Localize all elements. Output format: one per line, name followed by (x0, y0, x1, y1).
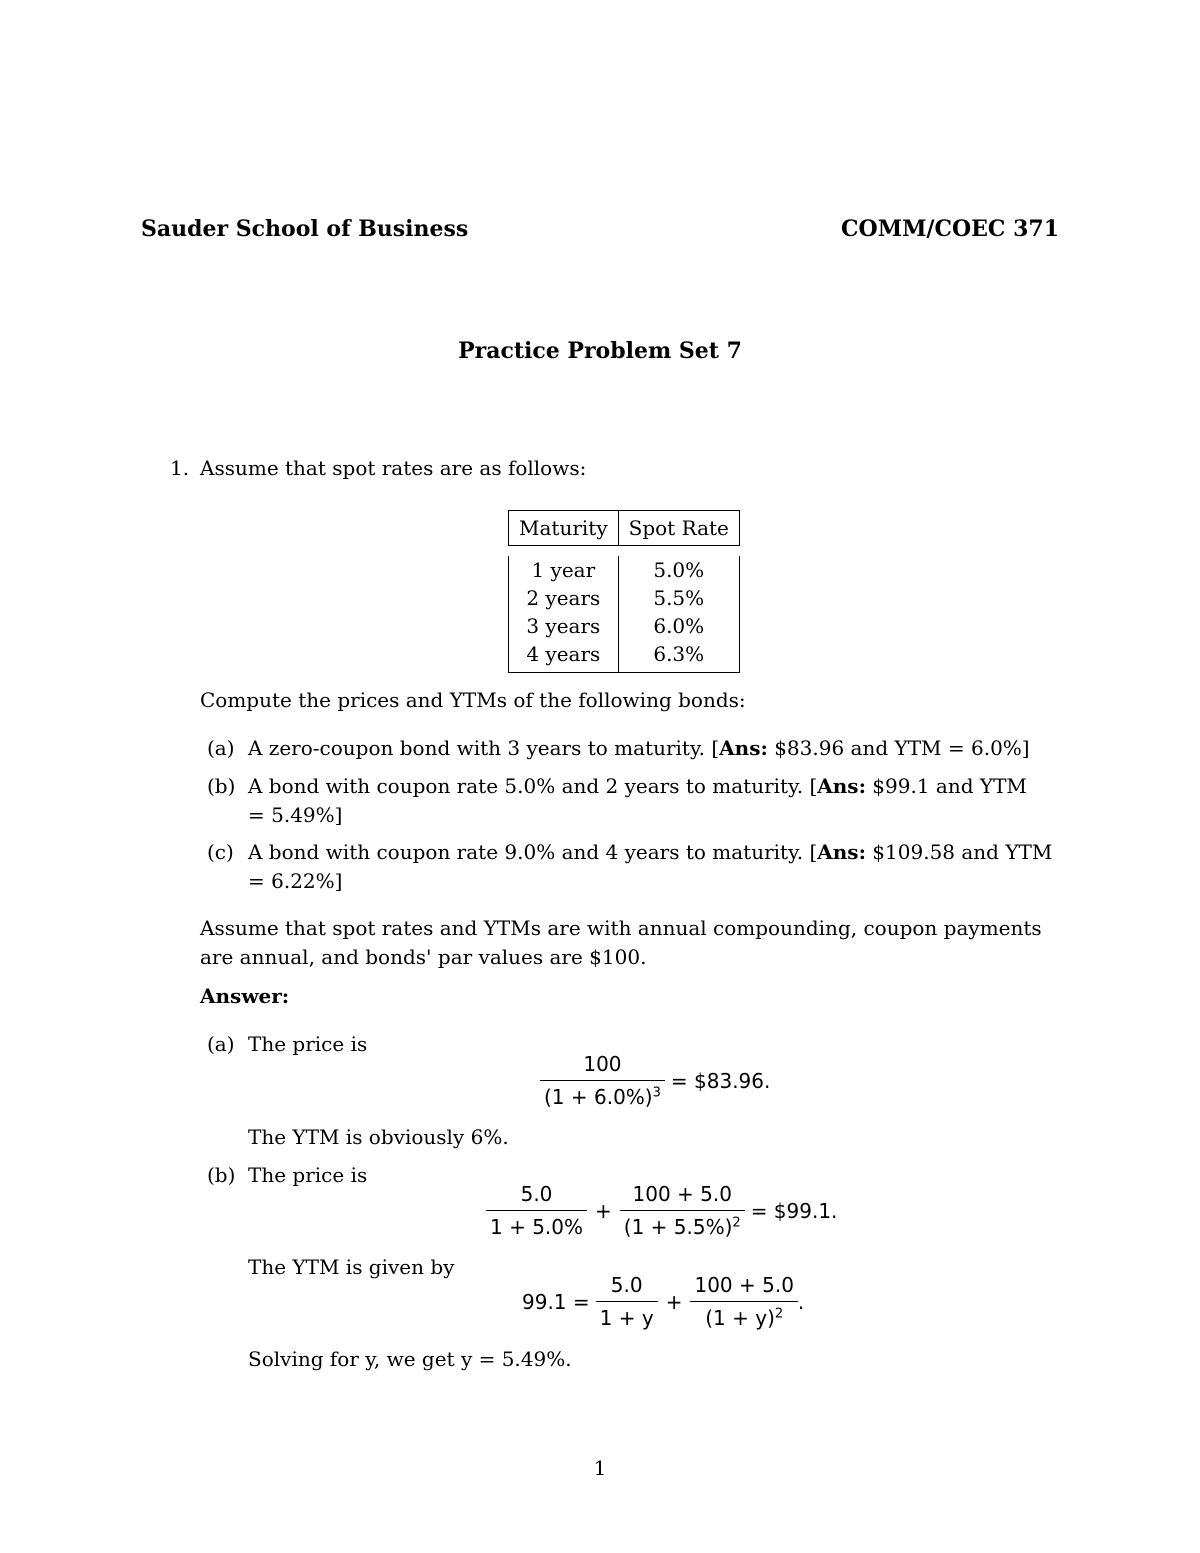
table-row (509, 612, 740, 640)
part-c-continuation: = 6.22%] (248, 869, 343, 893)
table-cell-rate: 6.3% (618, 640, 739, 673)
part-b-answer: $99.1 and YTM (865, 774, 1027, 798)
price-fraction (540, 1052, 665, 1109)
fraction-denominator (620, 1211, 745, 1239)
answer-b-result: = $99.1. (750, 1198, 838, 1223)
answer-a-result: = $83.96. (670, 1068, 771, 1093)
principal-fraction (620, 1182, 745, 1239)
denominator-base: (1 + 5.5%) (623, 1215, 733, 1239)
answer-a-label: (a) (207, 1032, 235, 1056)
equation-lhs: 99.1 = (522, 1289, 590, 1314)
part-c-label: (c) (207, 840, 234, 864)
fraction-numerator: 100 + 5.0 (620, 1182, 745, 1211)
denominator-base: (1 + 6.0%) (544, 1085, 653, 1109)
fraction-denominator (540, 1081, 665, 1109)
plus-sign: + (595, 1198, 612, 1223)
ytm-principal-fraction (690, 1273, 797, 1330)
part-a-label: (a) (207, 736, 235, 760)
exponent: 2 (732, 1215, 741, 1231)
fraction-numerator: 5.0 (486, 1182, 587, 1211)
page-number: 1 (593, 1456, 607, 1480)
answer-a-ytm: The YTM is obviously 6%. (248, 1125, 509, 1149)
table-cell-rate: 5.0% (618, 556, 739, 584)
answer-a-equation (540, 1052, 778, 1109)
fraction-numerator: 100 + 5.0 (690, 1273, 797, 1302)
course-code: COMM/COEC 371 (841, 216, 1059, 242)
table-cell-maturity: 4 years (509, 640, 619, 673)
part-b-continuation: = 5.49%] (248, 803, 343, 827)
compute-instruction: Compute the prices and YTMs of the following bonds: (200, 688, 746, 712)
fraction-numerator: 100 (540, 1052, 665, 1081)
part-c-text (248, 838, 1052, 866)
part-a-answer: $83.96 and YTM = 6.0%] (767, 736, 1030, 760)
table-cell-rate: 6.0% (618, 612, 739, 640)
part-a-question: A zero-coupon bond with 3 years to maturity. [ (248, 736, 720, 760)
assumption-line-2: are annual, and bonds' par values are $100. (200, 945, 647, 969)
answer-heading: Answer: (200, 984, 290, 1008)
answer-b-ytm-lead: The YTM is given by (248, 1255, 455, 1279)
assumption-line-1: Assume that spot rates and YTMs are with annual compounding, coupon payments (200, 916, 1042, 940)
table-cell-maturity: 3 years (509, 612, 619, 640)
fraction-denominator: 1 + y (599, 1306, 654, 1330)
table-cell-maturity: 1 year (509, 556, 619, 584)
denominator-base: (1 + y) (705, 1306, 775, 1330)
part-b-question: A bond with coupon rate 5.0% and 2 years to maturity. [ (248, 774, 818, 798)
problem-number: 1. (170, 456, 190, 480)
table-row (509, 640, 740, 673)
fraction-denominator (690, 1302, 797, 1330)
part-c-answer: $109.58 and YTM (865, 840, 1053, 864)
answer-b-label: (b) (207, 1163, 236, 1187)
table-cell-maturity: 2 years (509, 584, 619, 612)
part-b-ans-label: Ans: (817, 774, 866, 798)
answer-b-lead: The price is (248, 1163, 368, 1187)
table-header-maturity: Maturity (509, 511, 619, 546)
fraction-denominator: 1 + 5.0% (490, 1215, 584, 1239)
part-b-label: (b) (207, 774, 236, 798)
exponent: 3 (652, 1085, 661, 1101)
part-a-ans-label: Ans: (719, 736, 768, 760)
plus-sign: + (665, 1289, 683, 1314)
equation-period: . (797, 1289, 805, 1314)
answer-b-price-equation (486, 1182, 845, 1239)
answer-a-lead: The price is (248, 1032, 368, 1056)
spot-rate-table (508, 510, 740, 673)
table-cell-rate: 5.5% (618, 584, 739, 612)
part-c-question: A bond with coupon rate 9.0% and 4 years to maturity. [ (248, 840, 818, 864)
table-header-spot-rate: Spot Rate (618, 511, 739, 546)
part-c-ans-label: Ans: (817, 840, 866, 864)
ytm-coupon-fraction (596, 1273, 658, 1330)
page-title: Practice Problem Set 7 (458, 338, 742, 364)
table-row (509, 584, 740, 612)
part-b-text (248, 772, 1027, 800)
exponent: 2 (774, 1306, 784, 1322)
answer-b-solution: Solving for y, we get y = 5.49%. (248, 1347, 572, 1371)
table-row (509, 556, 740, 584)
problem-intro: Assume that spot rates are as follows: (200, 456, 587, 480)
school-name: Sauder School of Business (141, 216, 469, 242)
part-a-text (248, 734, 1030, 762)
answer-b-ytm-equation (522, 1273, 804, 1330)
fraction-numerator: 5.0 (596, 1273, 658, 1302)
coupon-fraction (486, 1182, 587, 1239)
